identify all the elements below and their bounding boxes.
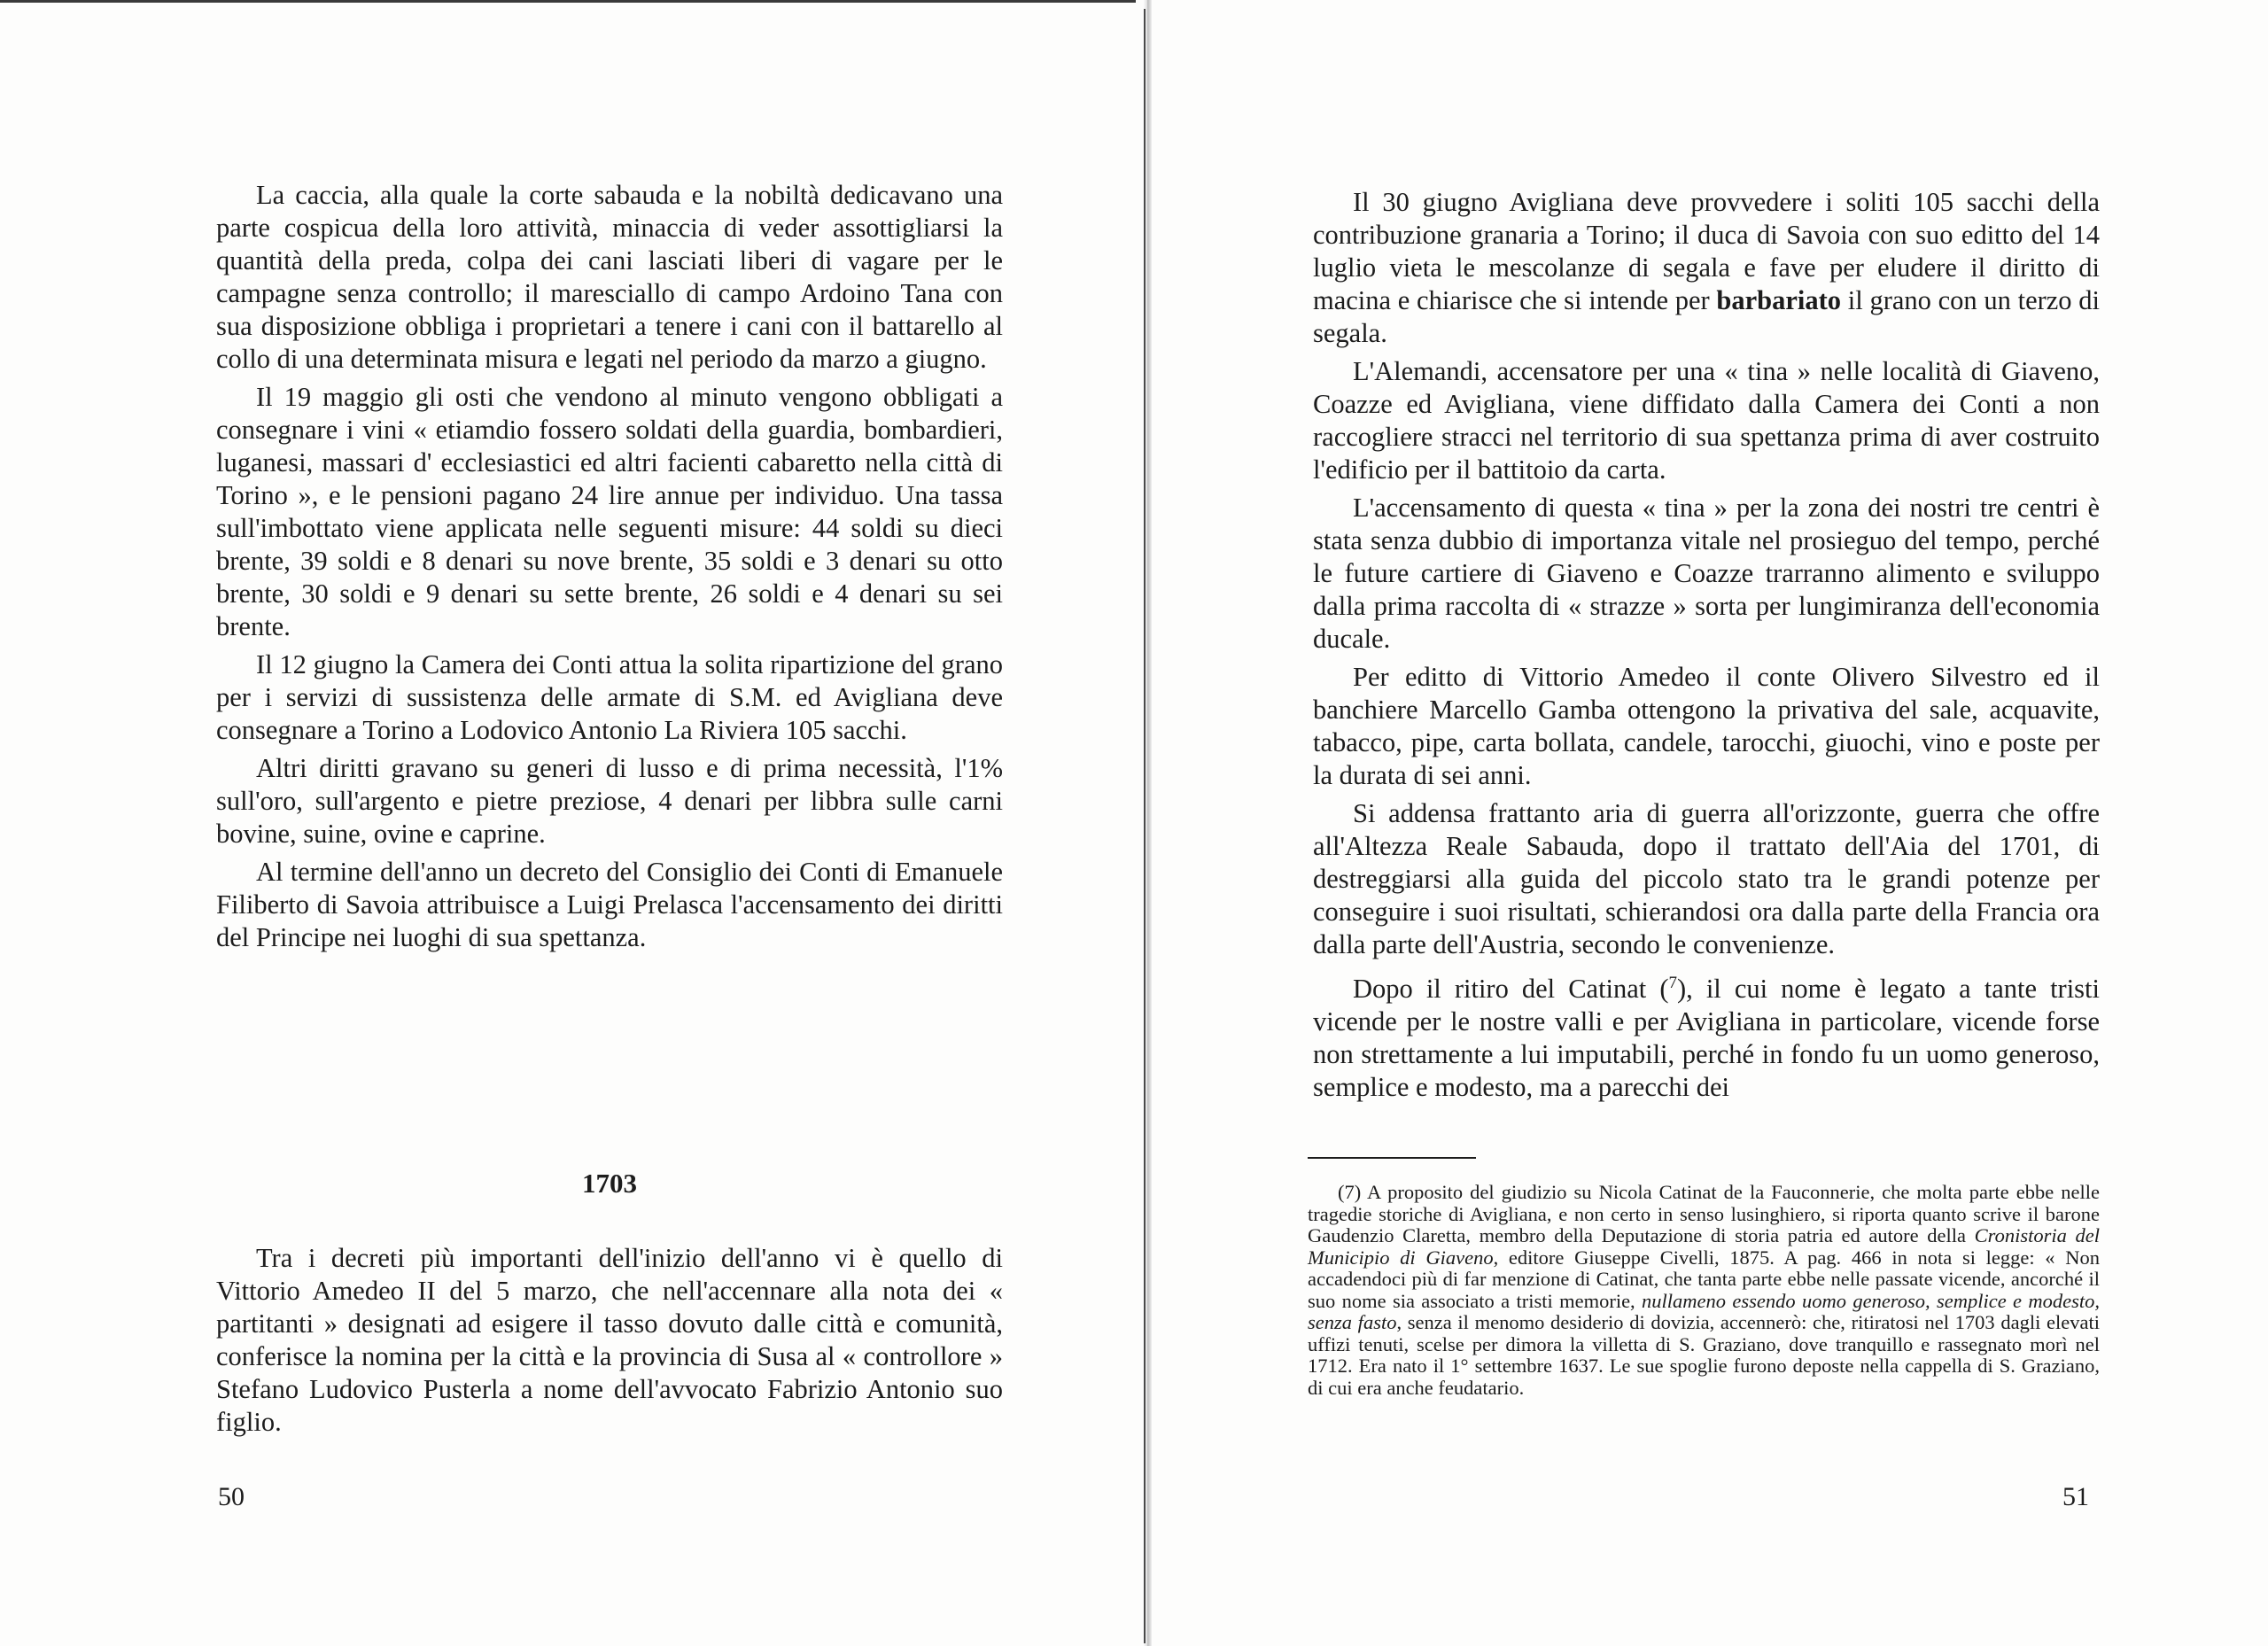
paragraph: [1313, 186, 2100, 350]
footnote: [1308, 1182, 2100, 1399]
paragraph: Si addensa frattanto aria di guerra all'orizzonte, guerra che offre all'Altezza Reale Sabauda, dopo il trattato dell'Aia del 1701, di destreggiarsi alla guida del piccolo stato tra le grandi potenze per conseguire i suoi risultati, schierandosi ora dalla parte della Francia ora dalla parte dell'Austria, secondo le convenienze.: [1313, 798, 2100, 959]
year-heading: 1703: [582, 1168, 637, 1199]
footnote-paragraph: [1308, 1182, 2100, 1399]
text-run: il grano con un terzo di segala.: [1313, 285, 2101, 348]
left-body-text: [216, 179, 1003, 959]
italic-quote: nullameno essendo uomo generoso, semplice e modesto, senza fasto: [1308, 1289, 2101, 1333]
paragraph: Per editto di Vittorio Amedeo il conte Olivero Silvestro ed il banchiere Marcello Gamba ottengono la privativa del sale, acquavite, tabacco, pipe, carta bollata, candele, tarocchi, giuochi, vino e poste per la durata di sei anni.: [1313, 662, 2100, 790]
italic-title: Cronistoria del Municipio di Giaveno: [1308, 1224, 2100, 1269]
paragraph: L'accensamento di questa « tina » per la zona dei nostri tre centri è stata senza dubbio di importanza vitale nel prosieguo del tempo, perché le future cartiere di Giaveno e Coazze trarranno alimento e sviluppo dalla prima raccolta di « strazze » sorta per lungimiranza dell'economia ducale.: [1313, 493, 2100, 654]
gutter-line: [1144, 9, 1146, 1643]
text-run: (7) A proposito del giudizio su Nicola Catinat de la Fauconnerie, che molta parte ebbe nelle tragedie storiche di Avigliana, e non certo in senso lusinghiero, si riporta quanto scrive il barone Gaudenzio Claretta, membro della Deputazione di storia patria ed autore della: [1308, 1181, 2100, 1246]
bold-term: barbariato: [1716, 285, 1842, 315]
footnote-reference: 7: [1668, 974, 1677, 992]
paragraph: [1313, 967, 2100, 1104]
paragraph: La caccia, alla quale la corte sabauda e la nobiltà dedicavano una parte cospicua della loro attività, minaccia di veder assottigliarsi la quantità della preda, colpa dei cani lasciati liberi di vagare per le campagne senza controllo; il maresciallo di campo Ardoino Tana con sua disposizione obbliga i proprietari a tenere i cani con il battarello al collo di una determinata misura e legati nel periodo da marzo a giugno.: [216, 180, 1003, 374]
right-body-text: [1313, 186, 2100, 1109]
text-run: , editore Giuseppe Civelli, 1875. A pag. 466 in nota si legge: « Non accadendoci più di far menzione di Catinat, che tanta parte ebbe nelle passate vicende, ancorché il suo nome sia associato a tristi memorie,: [1308, 1246, 2100, 1312]
left-body-text-1703: [216, 1242, 1003, 1444]
text-run: Il 30 giugno Avigliana deve provvedere i soliti 105 sacchi della contribuzione granaria a Torino; il duca di Savoia con suo editto del 14 luglio vieta le mescolanze di segala e fave per eludere il diritto di macina e chiarisce che si intende per: [1313, 187, 2100, 315]
text-run: ), il cui nome è legato a tante tristi vicende per le nostre valli e per Avigliana in particolare, vicende forse non strettamente a lui imputabili, perché in fondo fu un uomo generoso, semplice e modesto, ma a parecchi dei: [1313, 974, 2100, 1103]
footnote-rule: [1308, 1157, 1476, 1159]
right-page: [1152, 0, 2268, 1646]
paragraph: Il 12 giugno la Camera dei Conti attua la solita ripartizione del grano per i servizi di sussistenza delle armate di S.M. ed Avigliana deve consegnare a Torino a Lodovico Antonio La Riviera 105 sacchi.: [216, 649, 1003, 745]
text-run: Dopo il ritiro del Catinat (: [1353, 974, 1669, 1005]
paragraph: Al termine dell'anno un decreto del Consiglio dei Conti di Emanuele Filiberto di Savoia attribuisce a Luigi Prelasca l'accensamento dei diritti del Principe nei luoghi di sua spettanza.: [216, 857, 1003, 952]
paragraph: Tra i decreti più importanti dell'inizio dell'anno vi è quello di Vittorio Amedeo II del 5 marzo, che nell'accennare alla nota dei « partitanti » designati ad esigere il tasso dovuto dalle città e comunità, conferisce la nomina per la città e la provincia di Susa al « controllore » Stefano Ludovico Pusterla a nome dell'avvocato Fabrizio Antonio suo figlio.: [216, 1243, 1003, 1437]
paragraph: L'Alemandi, accensatore per una « tina » nelle località di Giaveno, Coazze ed Avigliana, viene diffidato dalla Camera dei Conti a non raccogliere stracci nel territorio di sua spettanza prima di aver costruito l'edificio per il battitoio da carta.: [1313, 356, 2100, 485]
paragraph: Il 19 maggio gli osti che vendono al minuto vengono obbligati a consegnare i vini « etiamdio fossero soldati della guardia, bombardieri, luganesi, massari d' ecclesiastici ed altri facienti cabaretto nella città di Torino », e le pensioni pagano 24 lire annue per individuo. Una tassa sull'imbottato viene applicata nelle seguenti misure: 44 soldi su dieci brente, 39 soldi e 8 denari su nove brente, 35 soldi e 3 denari su otto brente, 30 soldi e 9 denari su sette brente, 26 soldi e 4 denari su sei brente.: [216, 382, 1003, 641]
page-number: 50: [218, 1482, 245, 1511]
page-number: 51: [2062, 1482, 2089, 1511]
text-run: , senza il menomo desiderio di dovizia, accennerò: che, ritiratosi nel 1703 dagli elevati uffizi tenuti, scelse per dimora la villetta di S. Graziano, dove tranquillo e rassegnato morì nel 1712. Era nato il 1° settembre 1637. Le sue spoglie furono deposte nella cappella di S. Graziano, di cui era anche feudatario.: [1308, 1311, 2100, 1399]
paragraph: Altri diritti gravano su generi di lusso e di prima necessità, l'1% sull'oro, sull'argento e pietre preziose, 4 denari per libbra sulle carni bovine, suine, ovine e caprine.: [216, 753, 1003, 849]
